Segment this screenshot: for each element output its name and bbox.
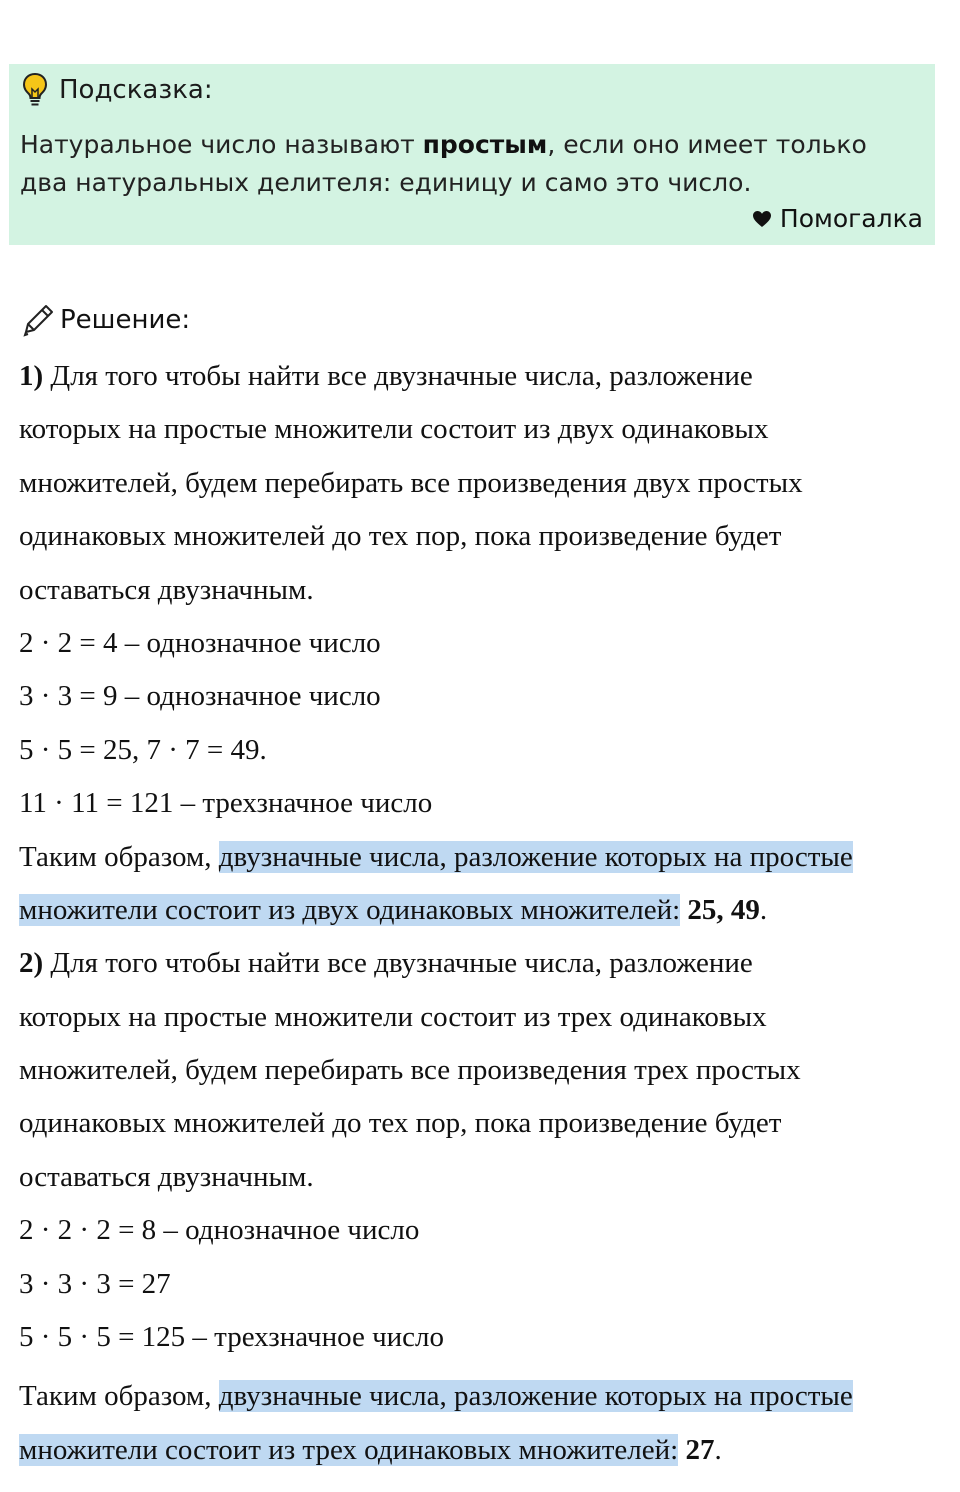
calc-line: 11 · 11 = 121 – трехзначное число [19, 787, 433, 820]
part1-line: 1) Для того чтобы найти все двузначные числа, разложение [19, 360, 753, 392]
lightbulb-icon [21, 72, 49, 108]
solution-title: Решение: [60, 305, 191, 335]
part1-line: множителей, будем перебирать все произведения двух простых [19, 466, 803, 499]
conclusion-line: Таким образом, двузначные числа, разложение которых на простые [19, 1380, 853, 1413]
calc-line: 3 · 3 · 3 = 27 [19, 1267, 171, 1300]
part1-line: оставаться двузначным. [19, 573, 314, 606]
calc-line: 5 · 5 = 25, 7 · 7 = 49. [19, 733, 267, 766]
hint-box [9, 64, 935, 245]
heart-icon [752, 210, 772, 228]
hint-bold-term: простым [422, 130, 548, 159]
calc-line: 2 · 2 = 4 – однозначное число [19, 626, 381, 659]
part2-line: которых на простые множители состоит из трех одинаковых [19, 1000, 767, 1033]
answer-value: 27 [685, 1433, 715, 1466]
part1-line: одинаковых множителей до тех пор, пока произведение будет [19, 520, 782, 553]
highlighted-text: двузначные числа, разложение которых на простые [218, 840, 853, 873]
hint-text: Натуральное число называют простым, если оно имеет только два натуральных делителя: единицу и само это число. [20, 130, 867, 197]
brand-label[interactable] [752, 204, 923, 233]
calc-line: 3 · 3 = 9 – однозначное число [19, 680, 381, 713]
solution-header [20, 302, 190, 338]
highlighted-text: двузначные числа, разложение которых на простые [218, 1380, 853, 1413]
hint-header [21, 72, 213, 108]
part2-label: 2) [19, 947, 44, 980]
conclusion-line: Таким образом, двузначные числа, разложение которых на простые [19, 840, 853, 873]
conclusion-line: множители состоит из трех одинаковых множителей: 27. [19, 1433, 722, 1466]
answer-value: 25, 49 [687, 893, 760, 926]
calc-line: 5 · 5 · 5 = 125 – трехзначное число [19, 1321, 445, 1354]
conclusion-line: множители состоит из двух одинаковых множителей: 25, 49. [19, 893, 768, 926]
part1-line: которых на простые множители состоит из двух одинаковых [19, 413, 769, 446]
part1-label: 1) [19, 360, 44, 392]
calc-line: 2 · 2 · 2 = 8 – однозначное число [19, 1214, 420, 1247]
hint-title: Подсказка: [59, 75, 213, 105]
part2-line: множителей, будем перебирать все произведения трех простых [19, 1054, 801, 1087]
pencil-icon [20, 302, 56, 338]
highlighted-text: множители состоит из трех одинаковых множителей: [19, 1433, 679, 1466]
part2-line: одинаковых множителей до тех пор, пока произведение будет [19, 1107, 782, 1140]
part2-line: оставаться двузначным. [19, 1160, 314, 1193]
part2-line: 2) Для того чтобы найти все двузначные числа, разложение [19, 947, 753, 980]
highlighted-text: множители состоит из двух одинаковых множителей: [19, 893, 681, 926]
brand-name: Помогалка [779, 204, 923, 233]
solution-body [19, 350, 939, 1477]
